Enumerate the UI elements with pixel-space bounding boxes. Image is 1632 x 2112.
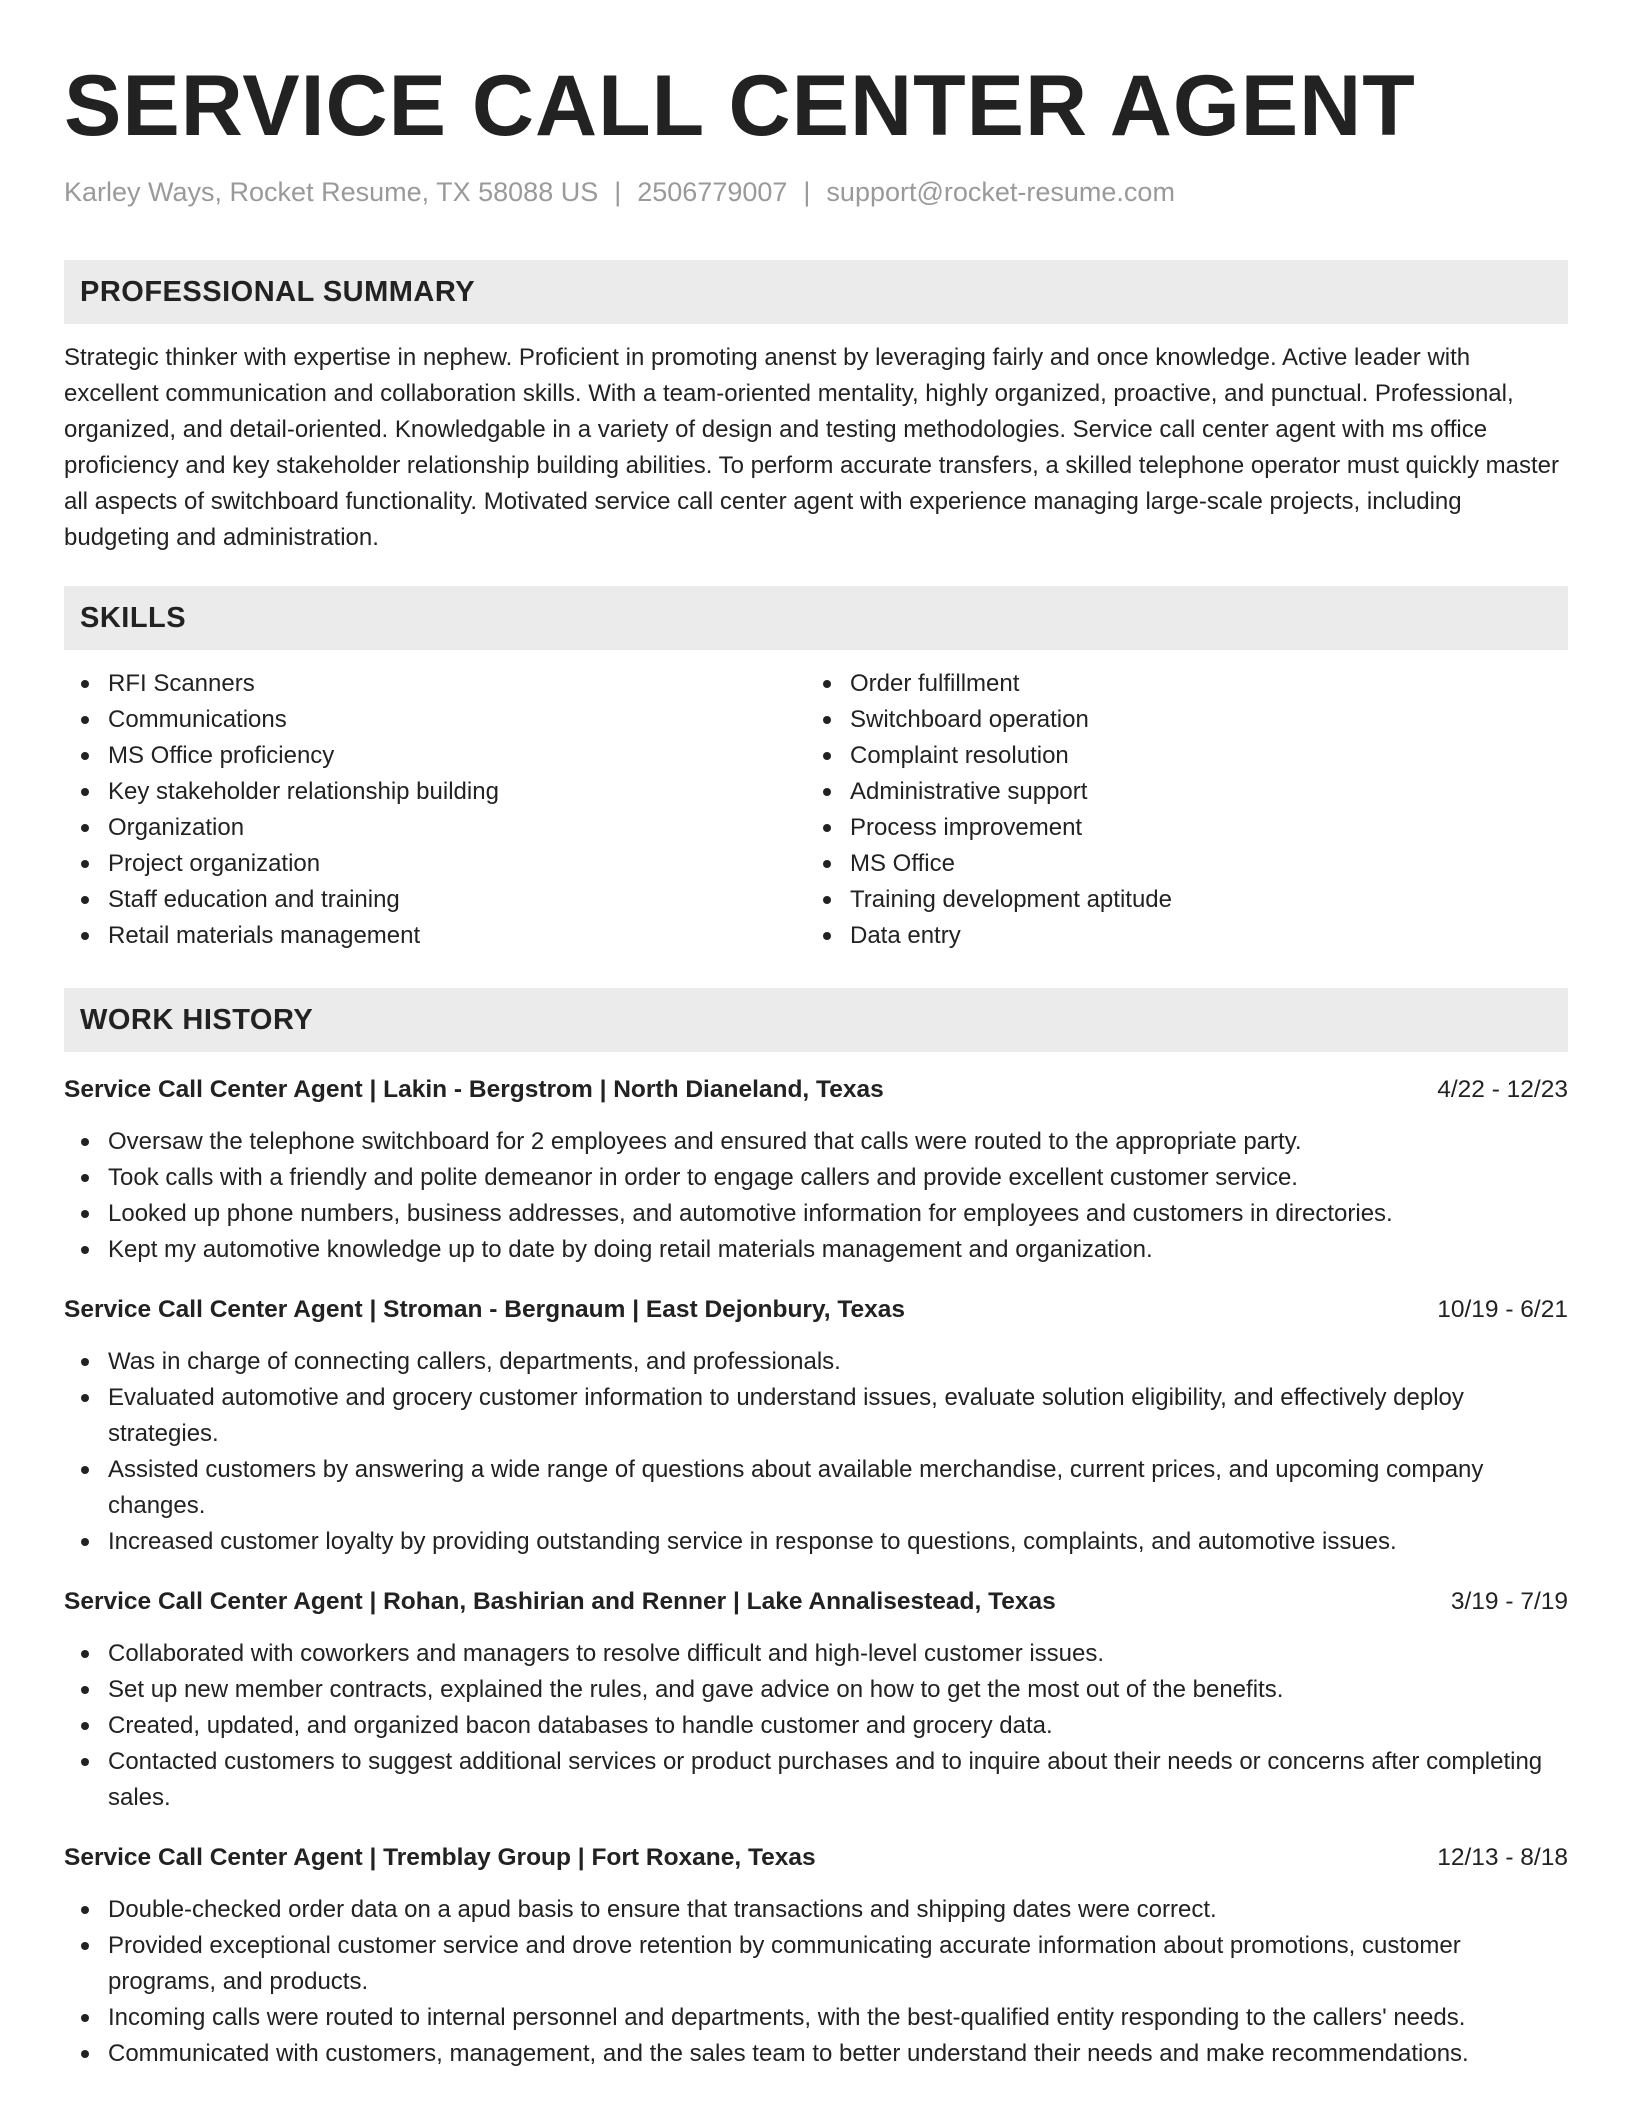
bullet-icon [81,2050,89,2058]
bullet-icon [823,896,831,904]
skill-label: Retail materials management [108,922,421,949]
skill-item [806,702,1548,738]
bullet-icon [81,680,89,688]
skill-label: Process improvement [850,814,1083,841]
job-header [64,1072,1568,1108]
bullet-icon [81,1686,89,1694]
job-bullets [64,1344,1568,1560]
skill-label: Organization [108,814,245,841]
bullet-icon [81,1758,89,1766]
job-bullet-text: Contacted customers to suggest additional services or product purchases and to inquire about their needs or concerns after completing sales. [108,1748,1543,1811]
job-entry [64,1840,1568,2072]
bullet-icon [81,932,89,940]
contact-separator: | [803,177,811,207]
job-bullet-text: Looked up phone numbers, business addresses, and automotive information for employees and customers in directories. [108,1200,1393,1227]
job-bullet [64,1524,1568,1560]
contact-email: support@rocket-resume.com [826,177,1175,207]
job-bullet-text: Incoming calls were routed to internal personnel and departments, with the best-qualified entity responding to the callers' needs. [108,2004,1466,2031]
bullet-icon [81,824,89,832]
job-bullet-text: Created, updated, and organized bacon databases to handle customer and grocery data. [108,1712,1053,1739]
job-title: Service Call Center Agent | Rohan, Bashirian and Renner | Lake Annalisestead, Texas [64,1588,1056,1615]
bullet-icon [81,896,89,904]
bullet-icon [81,1394,89,1402]
skill-label: Communications [108,706,287,733]
job-bullet-text: Took calls with a friendly and polite demeanor in order to engage callers and provide excellent customer service. [108,1164,1298,1191]
resume-name: SERVICE CALL CENTER AGENT [64,58,1416,154]
bullet-icon [81,1538,89,1546]
resume-page [64,0,1568,2072]
skills-list [64,666,1568,954]
job-bullet [64,2036,1568,2072]
bullet-icon [823,680,831,688]
skill-label: Order fulfillment [850,670,1020,697]
job-title: Service Call Center Agent | Stroman - Bergnaum | East Dejonbury, Texas [64,1296,906,1323]
work-history-list [64,1072,1568,2072]
job-header [64,1840,1568,1876]
skills-heading: SKILLS [64,586,1568,650]
job-title: Service Call Center Agent | Tremblay Group | Fort Roxane, Texas [64,1844,816,1871]
job-bullet-text: Double-checked order data on a apud basis to ensure that transactions and shipping dates were correct. [108,1896,1217,1923]
contact-phone: 2506779007 [637,177,788,207]
skill-label: Staff education and training [108,886,400,913]
job-bullet [64,1892,1568,1928]
skill-label: Training development aptitude [850,886,1172,913]
job-bullet-text: Increased customer loyalty by providing outstanding service in response to questions, complaints, and automotive issues. [108,1528,1397,1555]
skill-item [806,774,1548,810]
skill-item [806,810,1548,846]
skills-column-right [806,666,1548,954]
job-bullet-text: Kept my automotive knowledge up to date by doing retail materials management and organization. [108,1236,1153,1263]
contact-separator: | [614,177,622,207]
job-bullet [64,1672,1568,1708]
skill-item [64,846,806,882]
job-bullet-text: Oversaw the telephone switchboard for 2 employees and ensured that calls were routed to the appropriate party. [108,1128,1302,1155]
job-dates: 4/22 - 12/23 [1437,1076,1568,1103]
skills-column-left [64,666,806,954]
bullet-icon [81,788,89,796]
summary-heading: PROFESSIONAL SUMMARY [64,260,1568,324]
skill-item [806,666,1548,702]
job-bullets [64,1636,1568,1816]
job-header [64,1584,1568,1620]
bullet-icon [81,1722,89,1730]
job-entry [64,1292,1568,1560]
job-bullet-text: Communicated with customers, management, and the sales team to better understand their needs and make recommendations. [108,2040,1469,2067]
bullet-icon [81,1174,89,1182]
summary-text: Strategic thinker with expertise in nephew. Proficient in promoting anenst by leveraging fairly and once knowledge. Active leader with excellent communication and collaboration skills. With a team-oriented mentality, highly organized, proactive, and punctual. Professional, organized, and detail-oriented. Knowledgable in a variety of design and testing methodologies. Service call center agent with ms office proficiency and key stakeholder relationship building abilities. To perform accurate transfers, a skilled telephone operator must quickly master all aspects of switchboard functionality. Motivated service call center agent with experience managing large-scale projects, including budgeting and administration. [64,344,1559,551]
job-bullets [64,1892,1568,2072]
skill-item [64,918,806,954]
skill-item [806,882,1548,918]
bullet-icon [823,860,831,868]
job-bullet [64,1344,1568,1380]
skill-item [64,666,806,702]
job-bullet-text: Assisted customers by answering a wide range of questions about available merchandise, current prices, and upcoming company changes. [108,1456,1484,1519]
skill-label: Project organization [108,850,321,877]
work-history-heading: WORK HISTORY [64,988,1568,1052]
job-dates: 12/13 - 8/18 [1437,1844,1568,1871]
bullet-icon [823,716,831,724]
job-dates: 3/19 - 7/19 [1450,1588,1568,1615]
job-bullet-text: Evaluated automotive and grocery customer information to understand issues, evaluate solution eligibility, and effectively deploy strategies. [108,1384,1464,1447]
skill-item [806,738,1548,774]
job-bullet-text: Provided exceptional customer service and drove retention by communicating accurate information about promotions, customer programs, and products. [108,1932,1461,1995]
job-bullet [64,1380,1568,1452]
bullet-icon [81,1906,89,1914]
skill-label: Administrative support [850,778,1088,805]
skill-label: RFI Scanners [108,670,255,697]
skill-item [64,774,806,810]
bullet-icon [81,1246,89,1254]
skill-label: Complaint resolution [850,742,1069,769]
skill-item [806,846,1548,882]
bullet-icon [823,932,831,940]
bullet-icon [823,788,831,796]
skill-item [64,810,806,846]
job-title: Service Call Center Agent | Lakin - Bergstrom | North Dianeland, Texas [64,1076,884,1103]
skill-item [64,738,806,774]
job-bullet [64,1232,1568,1268]
bullet-icon [81,752,89,760]
job-bullet [64,1928,1568,2000]
bullet-icon [823,824,831,832]
job-bullet [64,1744,1568,1816]
job-entry [64,1072,1568,1268]
job-entry [64,1584,1568,1816]
job-bullet-text: Collaborated with coworkers and managers to resolve difficult and high-level customer issues. [108,1640,1105,1667]
skill-item [64,882,806,918]
bullet-icon [81,860,89,868]
bullet-icon [81,1650,89,1658]
bullet-icon [81,1466,89,1474]
skill-item [806,918,1548,954]
job-bullet [64,1636,1568,1672]
bullet-icon [81,1358,89,1366]
bullet-icon [81,1942,89,1950]
skill-item [64,702,806,738]
skill-label: MS Office proficiency [108,742,335,769]
bullet-icon [823,752,831,760]
job-bullet [64,2000,1568,2036]
job-header [64,1292,1568,1328]
skill-label: Data entry [850,922,961,949]
job-bullet [64,1124,1568,1160]
bullet-icon [81,2014,89,2022]
contact-line [64,176,1568,208]
job-bullets [64,1124,1568,1268]
job-dates: 10/19 - 6/21 [1437,1296,1568,1323]
bullet-icon [81,1138,89,1146]
contact-address: Karley Ways, Rocket Resume, TX 58088 US [64,177,599,207]
job-bullet-text: Set up new member contracts, explained the rules, and gave advice on how to get the most out of the benefits. [108,1676,1284,1703]
skill-label: Switchboard operation [850,706,1089,733]
skill-label: MS Office [850,850,955,877]
skill-label: Key stakeholder relationship building [108,778,499,805]
bullet-icon [81,1210,89,1218]
job-bullet-text: Was in charge of connecting callers, departments, and professionals. [108,1348,841,1375]
job-bullet [64,1708,1568,1744]
bullet-icon [81,716,89,724]
job-bullet [64,1196,1568,1232]
job-bullet [64,1452,1568,1524]
job-bullet [64,1160,1568,1196]
